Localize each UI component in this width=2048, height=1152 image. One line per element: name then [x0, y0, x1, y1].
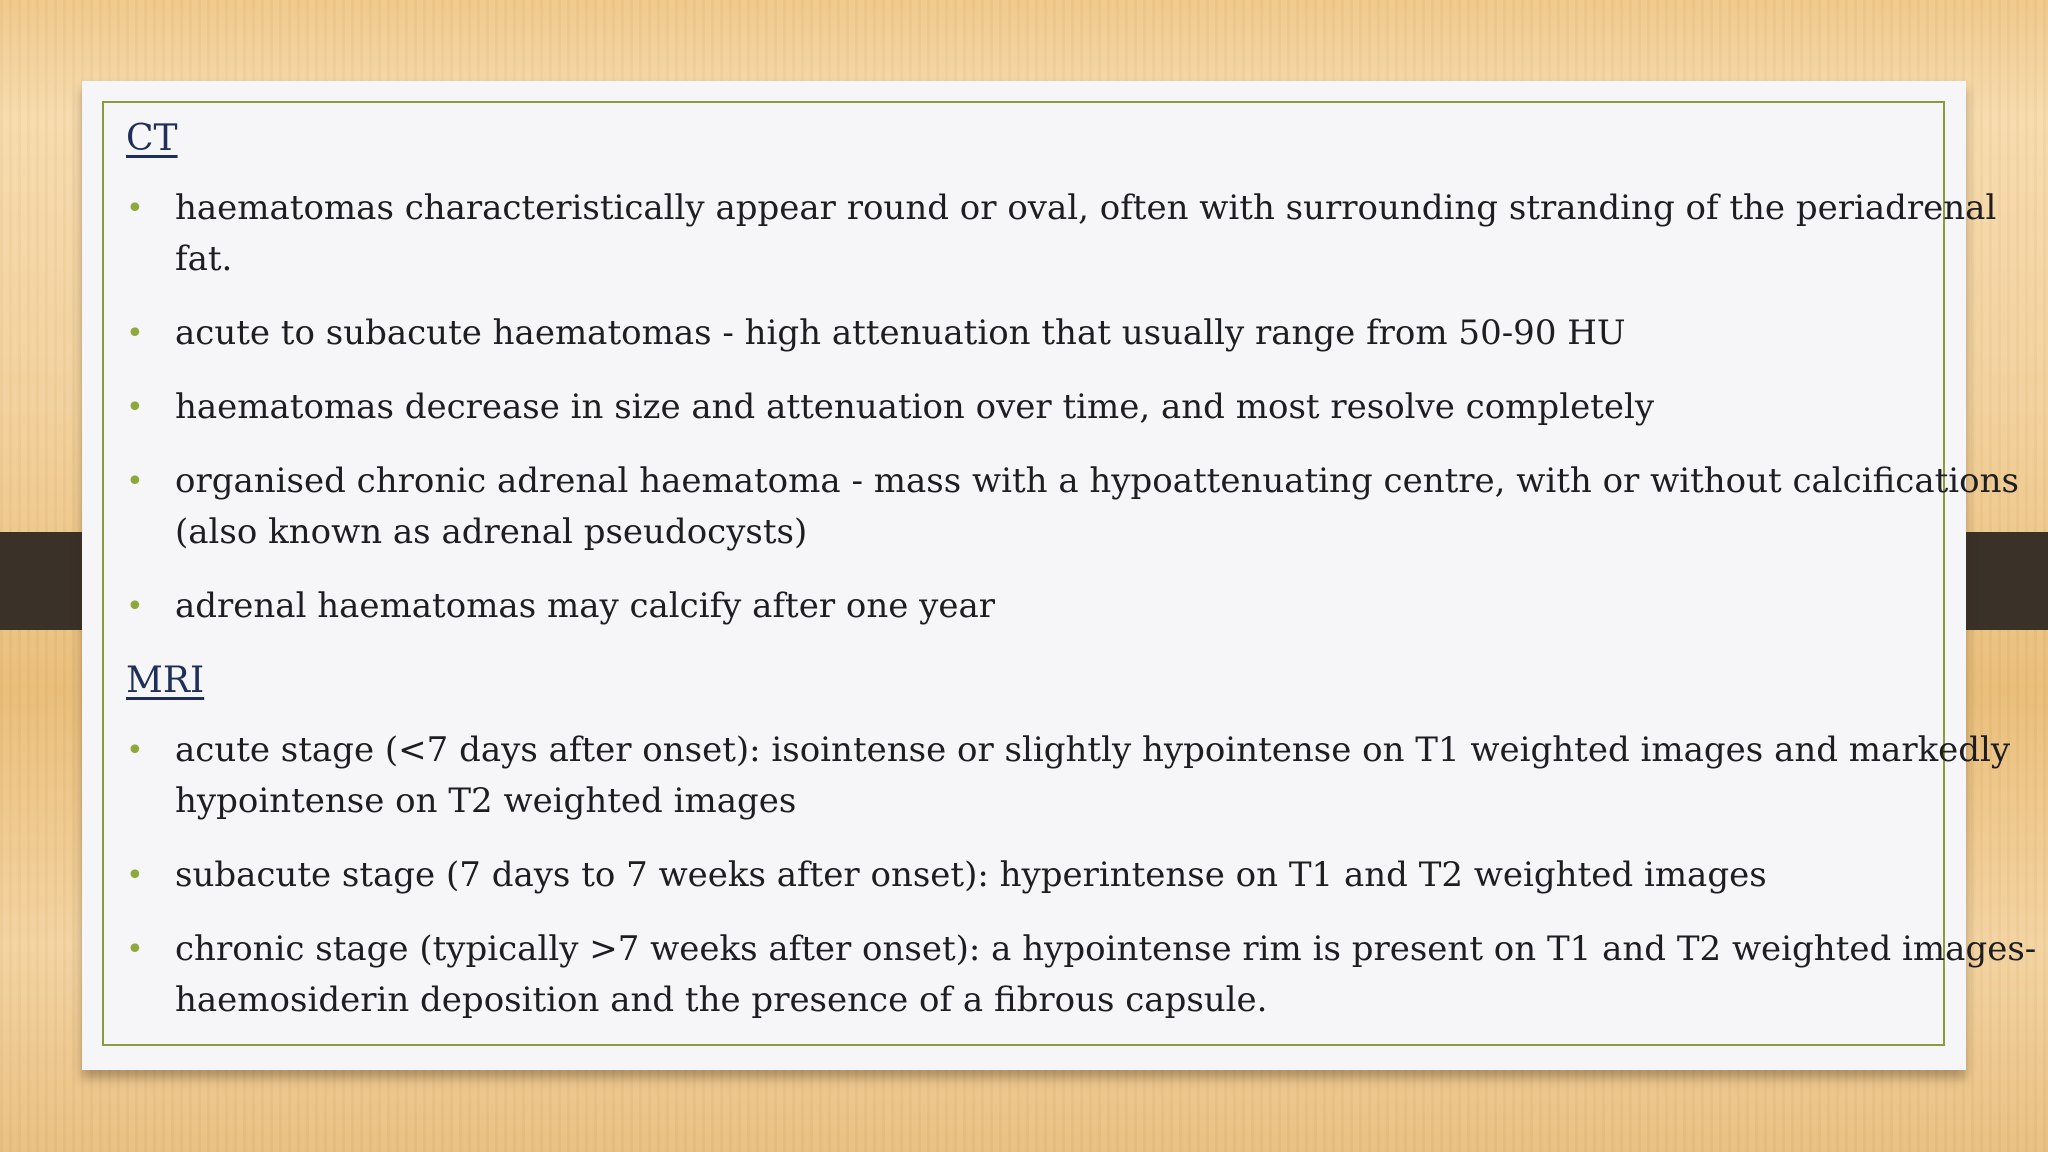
list-item — [126, 850, 2006, 901]
ct-list — [126, 183, 2019, 632]
list-item — [126, 581, 2006, 632]
item-line: subacute stage (7 days to 7 weeks after onset): hyperintense on T1 and T2 weighted images — [175, 855, 1767, 895]
list-item — [126, 456, 2019, 558]
bullet-icon: • — [126, 390, 144, 425]
bullet-icon: • — [126, 316, 144, 351]
mri-section — [126, 655, 2037, 1026]
mri-heading: MRI — [126, 660, 205, 701]
item-line: haemosiderin deposition and the presence of a fibrous capsule. — [175, 980, 1268, 1020]
item-line: organised chronic adrenal haematoma - mass with a hypoattenuating centre, with or without calcifications — [175, 461, 2019, 501]
bullet-icon: • — [126, 464, 144, 499]
bullet-icon: • — [126, 932, 144, 967]
item-line: adrenal haematomas may calcify after one year — [175, 586, 996, 626]
slide-content — [126, 113, 2037, 1049]
bullet-icon: • — [126, 589, 144, 624]
item-line: acute to subacute haematomas - high attenuation that usually range from 50-90 HU — [175, 313, 1626, 353]
item-line: chronic stage (typically >7 weeks after onset): a hypointense rim is present on T1 and T2 weighted images- — [175, 929, 2037, 969]
list-item — [126, 183, 2006, 285]
bullet-icon: • — [126, 858, 144, 893]
list-item — [126, 308, 2006, 359]
bullet-icon: • — [126, 733, 144, 768]
bullet-icon: • — [126, 191, 144, 226]
item-line: fat. — [175, 239, 233, 279]
ct-heading: CT — [126, 118, 178, 159]
list-item — [126, 382, 2006, 433]
ct-section — [126, 113, 2019, 632]
item-line: acute stage (<7 days after onset): isointense or slightly hypointense on T1 weighted images and markedly — [175, 730, 2011, 770]
item-line: haematomas decrease in size and attenuation over time, and most resolve completely — [175, 387, 1655, 427]
list-item — [126, 924, 2037, 1026]
list-item — [126, 725, 2011, 827]
mri-list — [126, 725, 2037, 1026]
item-line: hypointense on T2 weighted images — [175, 781, 797, 821]
item-line: haematomas characteristically appear round or oval, often with surrounding stranding of the periadrenal — [175, 188, 1997, 228]
item-line: (also known as adrenal pseudocysts) — [175, 512, 808, 552]
slide-card — [82, 81, 2037, 1070]
